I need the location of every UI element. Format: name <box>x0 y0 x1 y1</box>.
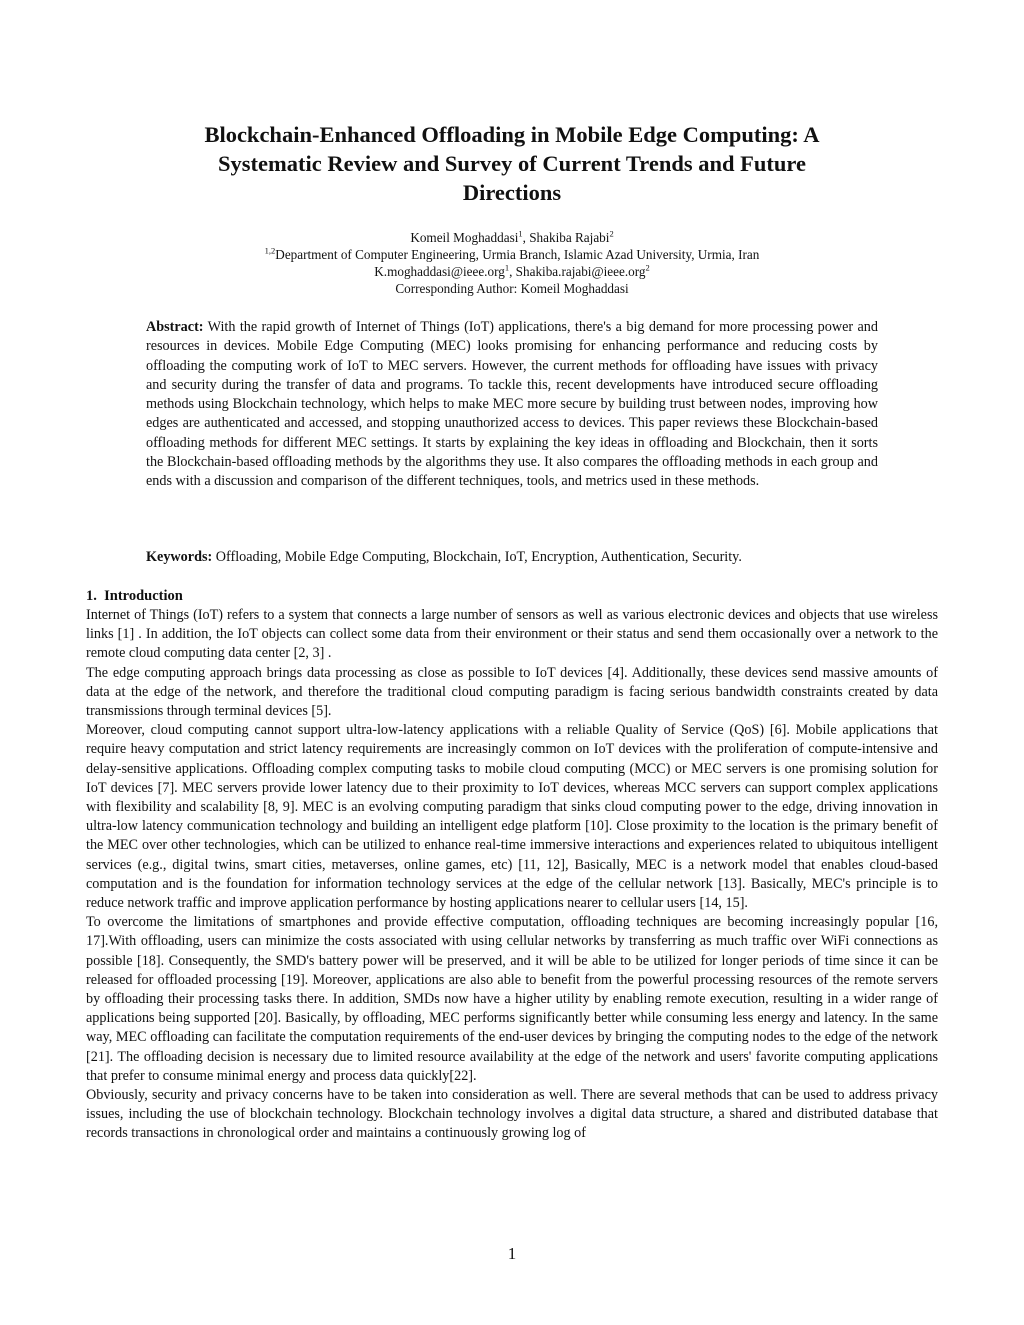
affiliation <box>120 246 904 263</box>
author-superscript: 1 <box>518 228 523 239</box>
email-separator: , <box>509 264 516 279</box>
page-number: 1 <box>507 1244 517 1263</box>
paragraph: The edge computing approach brings data processing as close as possible to IoT devices [4]. Additionally, these devices send massive amounts of data at the edge of the network, and therefore the traditional cloud computing paradigm is facing serious bandwidth constraints created by data transmissions through terminal devices [5]. <box>86 664 938 720</box>
section-title-text: Introduction <box>104 588 183 604</box>
keywords-text: Offloading, Mobile Edge Computing, Blockchain, IoT, Encryption, Authentication, Security. <box>215 549 742 565</box>
abstract-text: With the rapid growth of Internet of Things (IoT) applications, there's a big demand for more processing power and resources in devices. Mobile Edge Computing (MEC) looks promising for enhancing performance and reducing costs by offloading the computing work of IoT to MEC servers. However, the current methods for offloading have issues with privacy and security during the transfer of data and programs. To tackle this, recent developments have introduced secure offloading methods using Blockchain technology, which helps to make MEC more secure by building trust between nodes, improving how edges are authenticated and accessed, and stopping unauthorized access to devices. This paper reviews these Blockchain-based offloading methods for different MEC settings. It starts by explaining the key ideas in offloading and Blockchain, then it sorts the Blockchain-based offloading methods by the algorithms they use. It also compares the offloading methods in each group and ends with a discussion and comparison of the different techniques, tools, and metrics used in these methods. <box>146 319 878 490</box>
author-name: Shakiba Rajabi <box>529 230 610 245</box>
email-superscript: 1 <box>504 262 510 273</box>
paragraph: Obviously, security and privacy concerns have to be taken into consideration as well. There are several methods that can be used to address privacy issues, including the use of blockchain technology. Blockchain technology involves a digital data structure, a shared and distributed database that records transactions in chronological order and maintains a continuously growing log of <box>86 1087 938 1142</box>
affiliation-superscript: 1,2 <box>264 245 276 256</box>
keywords <box>146 548 878 567</box>
affiliation-text: Department of Computer Engineering, Urmia Branch, Islamic Azad University, Urmia, Iran <box>275 247 760 262</box>
author-email: Shakiba.rajabi@ieee.org <box>515 264 646 279</box>
keywords-label: Keywords: <box>146 549 213 565</box>
paragraph: Internet of Things (IoT) refers to a system that connects a large number of sensors as well as various electronic devices and objects that use wireless links [1] . In addition, the IoT objects can collect some data from their environment or their status and send them occasionally over a network to the remote cloud computing data center [2, 3] . <box>86 607 938 662</box>
title-line: Blockchain-Enhanced Offloading in Mobile Edge Computing: A <box>204 122 820 147</box>
author-separator: , <box>522 230 530 245</box>
paragraph: Moreover, cloud computing cannot support ultra-low-latency applications with a reliable Quality of Service (QoS) [6]. Mobile applications that require heavy computation and strict latency requirements are increasingly common on IoT devices with the proliferation of compute-intensive and delay-sensitive applications. Offloading complex computing tasks to mobile cloud computing (MCC) or MEC servers is one promising solution for IoT devices [7]. MEC servers provide lower latency due to their proximity to IoT devices, whereas MCC servers can support complex applications with flexibility and scalability [8, 9]. MEC is an evolving computing paradigm that sinks cloud computing power to the edge, driving innovation in ultra-low latency communication technology and building an intelligent edge platform [10]. Close proximity to the location is the primary benefit of the MEC over other technologies, which can be utilized to enhance real-time immersive interactions and experiences related to ubiquitous intelligent services (e.g., digital twins, smart cities, metaverses, online games, etc) [11, 12], Basically, MEC is a network model that enables cloud-based computation and is the foundation for information technology services at the edge of the cellular network [13]. Basically, MEC's principle is to reduce network traffic and improve application performance by hosting applications nearer to cellular users [14, 15]. <box>86 722 938 912</box>
author-name: Komeil Moghaddasi <box>410 230 519 245</box>
corresponding-author: Corresponding Author: Komeil Moghaddasi <box>395 281 629 296</box>
author-emails <box>120 263 904 280</box>
author-superscript: 2 <box>609 228 614 239</box>
abstract <box>146 318 878 492</box>
title-line: Directions <box>462 180 562 205</box>
email-superscript: 2 <box>645 262 650 273</box>
body-text <box>86 606 938 1144</box>
section-number: 1. <box>86 588 97 604</box>
author-email: K.moghaddasi@ieee.org <box>374 264 505 279</box>
paragraph: To overcome the limitations of smartphones and provide effective computation, offloading techniques are becoming increasingly popular [16, 17].With offloading, users can minimize the costs associated with using cellular networks by transferring as much traffic over WiFi connections as possible [18]. Consequently, the SMD's battery power will be preserved, and it will be able to be utilized for longer periods of time since it can be released for offloaded processing [19]. Moreover, applications are also able to benefit from the powerful processing resources of the remote servers by offloading their processing tasks there. In addition, SMDs now have a higher utility by enabling remote execution, resulting in a wider range of applications being supported [20]. Basically, by offloading, MEC performs significantly better while consuming less energy and latency. In the same way, MEC offloading can facilitate the computation requirements of the end-user devices by bringing the computing nodes to the edge of the network [21]. The offloading decision is necessary due to limited resource availability at the edge of the network and users' favorite computing applications that prefer to consume minimal energy and process data quickly[22]. <box>86 914 938 1084</box>
paper-title <box>150 120 874 207</box>
abstract-label: Abstract: <box>146 319 204 335</box>
author-block <box>120 229 904 297</box>
author-names <box>120 229 904 246</box>
section-heading <box>86 587 183 606</box>
title-line: Systematic Review and Survey of Current Trends and Future <box>218 151 806 176</box>
